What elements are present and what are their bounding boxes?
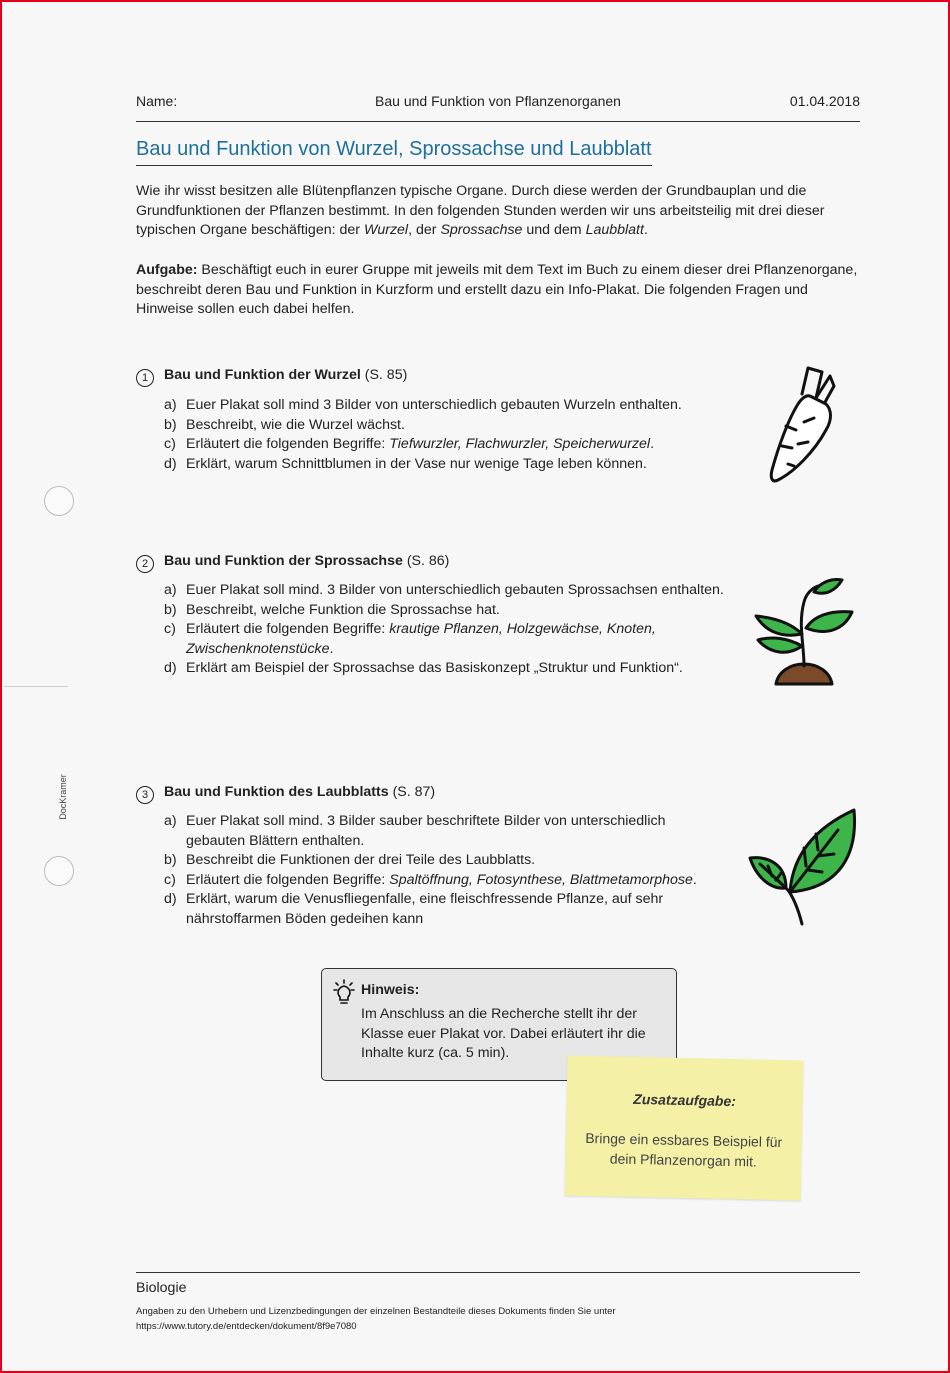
page-header bbox=[136, 93, 860, 122]
item-letter: a) bbox=[164, 397, 177, 413]
item-letter: b) bbox=[164, 416, 177, 433]
task-label: Aufgabe: bbox=[136, 262, 198, 278]
task-text: Beschäftigt euch in eurer Gruppe mit jeweils mit dem Text im Buch zu einem dieser drei Pflanzenorgane, beschreibt deren Bau und Funktion in Kurzform und erstellt dazu ein Info-Plakat. Die folgenden Fragen und Hinweise sollen euch dabei helfen. bbox=[136, 262, 858, 318]
list-item bbox=[164, 601, 724, 621]
section-3-heading bbox=[136, 784, 435, 804]
task-paragraph bbox=[136, 261, 860, 320]
lightbulb-icon bbox=[332, 979, 356, 1005]
extra-title: Zusatzaufgabe: bbox=[633, 1090, 737, 1110]
item-text: Erklärt am Beispiel der Sprossachse das Basiskonzept „Struktur und Funktion“. bbox=[186, 660, 683, 677]
section-title: Bau und Funktion des Laubblatts bbox=[164, 784, 389, 800]
hint-title: Hinweis: bbox=[361, 982, 420, 998]
item-letter: b) bbox=[164, 601, 177, 618]
list-item bbox=[164, 581, 724, 601]
item-text: Beschreibt, welche Funktion die Sprossachse hat. bbox=[186, 601, 500, 618]
page-title: Bau und Funktion von Wurzel, Sprossachse und Laubblatt bbox=[136, 138, 652, 166]
intro-sep: und dem bbox=[522, 222, 586, 239]
footer-note-line: Angaben zu den Urhebern und Lizenzbedingungen der einzelnen Bestandteile dieses Dokuments finden Sie unter bbox=[136, 1306, 616, 1317]
list-item bbox=[164, 620, 724, 659]
item-letter: b) bbox=[164, 852, 177, 869]
leaf-icon bbox=[746, 804, 858, 928]
item-suffix: . bbox=[650, 436, 655, 453]
carrot-icon bbox=[764, 364, 844, 486]
intro-term-sprossachse: Sprossachse bbox=[440, 222, 523, 239]
item-letter: d) bbox=[164, 455, 177, 472]
side-label: DocKramer bbox=[57, 774, 68, 820]
footer-link: https://www.tutory.de/entdecken/dokument/8f9e7080 bbox=[136, 1321, 357, 1332]
item-text: Erklärt, warum die Venusfliegenfalle, eine fleischfressende Pflanze, auf sehr nährstoffarmen Böden gedeihen kann bbox=[186, 891, 664, 927]
punch-hole bbox=[44, 856, 74, 886]
list-item bbox=[164, 416, 724, 436]
punch-hole bbox=[44, 486, 74, 516]
list-item bbox=[164, 871, 724, 891]
footer-subject: Biologie bbox=[136, 1280, 187, 1296]
item-letter: a) bbox=[164, 813, 177, 829]
sticky-note bbox=[565, 1056, 804, 1201]
intro-term-laubblatt: Laubblatt bbox=[585, 222, 644, 239]
item-letter: c) bbox=[164, 436, 176, 453]
page-footer bbox=[136, 1272, 860, 1332]
list-item bbox=[164, 455, 724, 475]
item-terms: krautige Pflanzen, Holzgewächse, Knoten, Zwischenknotenstücke bbox=[186, 621, 656, 657]
intro-paragraph bbox=[136, 182, 860, 241]
item-text: Erläutert die folgenden Begriffe: bbox=[186, 621, 390, 638]
section-number: 1 bbox=[136, 369, 154, 387]
section-number: 2 bbox=[136, 555, 154, 573]
intro-end: . bbox=[643, 222, 648, 239]
section-number: 3 bbox=[136, 786, 154, 804]
item-text: Euer Plakat soll mind 3 Bilder von unterschiedlich gebauten Wurzeln enthalten. bbox=[186, 397, 682, 413]
section-page: (S. 87) bbox=[388, 784, 436, 800]
fold-mark bbox=[4, 686, 68, 687]
list-item bbox=[164, 851, 724, 871]
item-suffix: . bbox=[329, 640, 334, 657]
item-terms: Tiefwurzler, Flachwurzler, Speicherwurzel bbox=[389, 436, 651, 453]
item-text: Beschreibt, wie die Wurzel wächst. bbox=[186, 416, 405, 433]
header-date: 01.04.2018 bbox=[789, 93, 860, 109]
list-item bbox=[164, 396, 724, 416]
list-item bbox=[164, 890, 724, 929]
section-title: Bau und Funktion der Sprossachse bbox=[164, 553, 403, 569]
section-1-list bbox=[164, 396, 724, 474]
intro-term-wurzel: Wurzel bbox=[363, 222, 409, 239]
list-item bbox=[164, 435, 724, 455]
list-item bbox=[164, 659, 724, 679]
intro-text: Wie ihr wisst besitzen alle Blütenpflanzen typische Organe. Durch diese werden der Grundbauplan und die Grundfunktionen der Pflanzen bestimmt. In den folgenden Stunden werden wir uns arbeitsteilig mit drei dieser typischen Organe beschäftigen: der bbox=[136, 183, 825, 239]
section-page: (S. 85) bbox=[360, 367, 408, 383]
section-title: Bau und Funktion der Wurzel bbox=[164, 367, 361, 383]
item-letter: d) bbox=[164, 660, 177, 677]
section-2-list bbox=[164, 581, 724, 679]
item-text: Erklärt, warum Schnittblumen in der Vase nur wenige Tage leben können. bbox=[186, 455, 647, 472]
item-text: Euer Plakat soll mind. 3 Bilder von unterschiedlich gebauten Sprossachsen enthalten. bbox=[186, 582, 724, 598]
hint-text: Im Anschluss an die Recherche stellt ihr der Klasse euer Plakat vor. Dabei erläutert ihr die Inhalte kurz (ca. 5 min). bbox=[361, 1006, 646, 1062]
intro-sep: , der bbox=[408, 222, 441, 239]
footer-note bbox=[136, 1304, 756, 1334]
header-title: Bau und Funktion von Pflanzenorganen bbox=[375, 93, 621, 109]
section-3-list bbox=[164, 812, 724, 930]
item-letter: d) bbox=[164, 891, 177, 908]
item-text: Erläutert die folgenden Begriffe: bbox=[186, 436, 390, 453]
list-item bbox=[164, 812, 724, 851]
item-letter: a) bbox=[164, 582, 177, 598]
extra-text: Bringe ein essbares Beispiel für dein Pflanzenorgan mit. bbox=[585, 1129, 783, 1170]
item-suffix: . bbox=[692, 871, 697, 888]
item-text: Beschreibt die Funktionen der drei Teile des Laubblatts. bbox=[186, 852, 536, 869]
item-letter: c) bbox=[164, 621, 176, 638]
item-letter: c) bbox=[164, 871, 176, 888]
seedling-icon bbox=[748, 574, 860, 692]
item-text: Erläutert die folgenden Begriffe: bbox=[186, 871, 390, 888]
item-terms: Spaltöffnung, Fotosynthese, Blattmetamorphose bbox=[389, 871, 693, 888]
section-1-heading bbox=[136, 367, 407, 387]
section-2-heading bbox=[136, 553, 449, 573]
section-page: (S. 86) bbox=[402, 553, 450, 569]
name-label: Name: bbox=[136, 93, 178, 109]
item-text: Euer Plakat soll mind. 3 Bilder sauber beschriftete Bilder von unterschiedlich gebauten Blättern enthalten. bbox=[186, 813, 666, 849]
